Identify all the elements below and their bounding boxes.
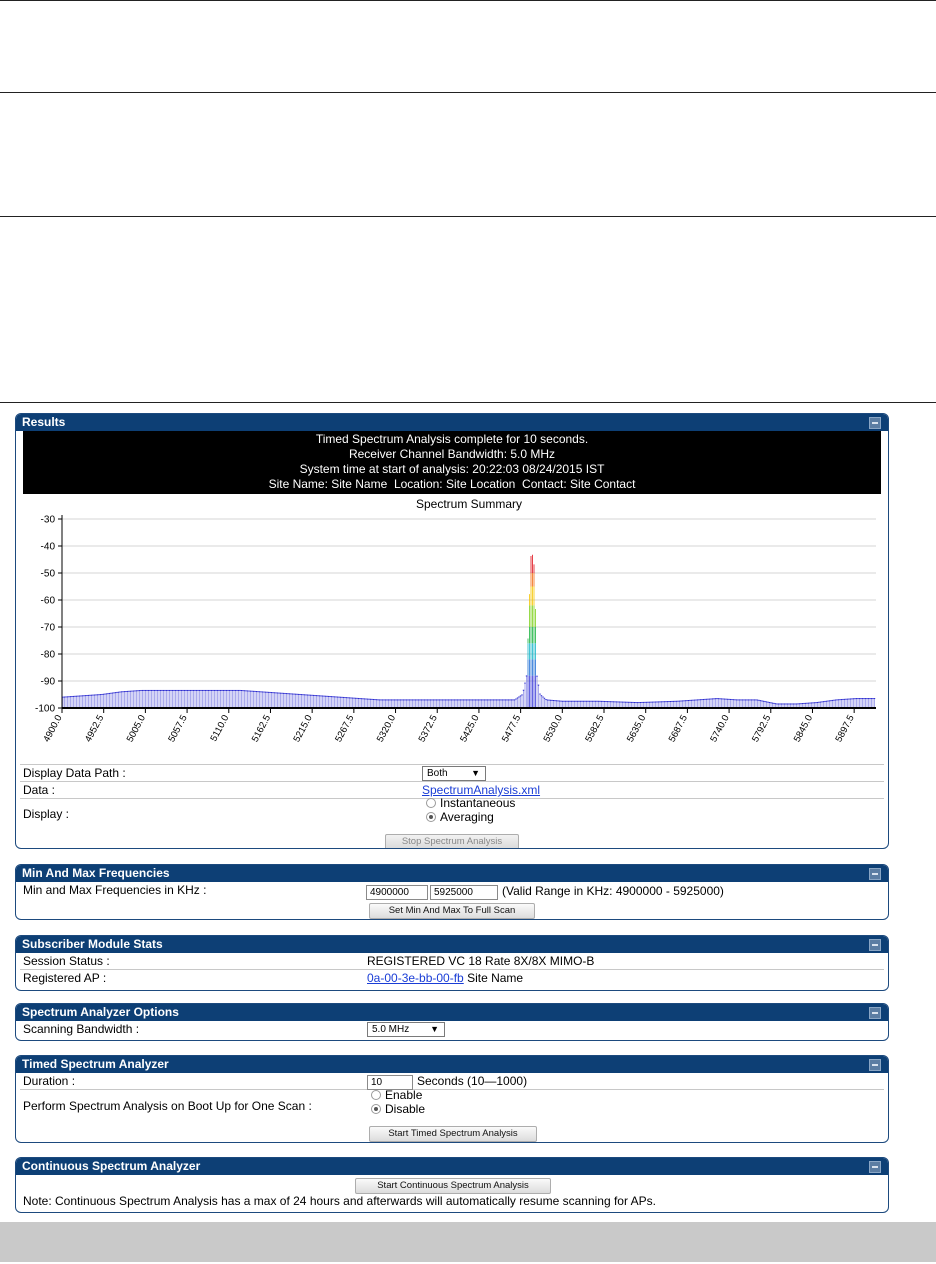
panel-title: Continuous Spectrum Analyzer [22, 1159, 201, 1173]
chart-title: Spectrum Summary [415, 497, 523, 511]
duration-suffix: Seconds (10—1000) [417, 1074, 528, 1088]
banner-line: System time at start of analysis: 20:22:03 08/24/2015 IST [299, 462, 605, 476]
y-tick-label: -60 [40, 595, 55, 607]
min-max-frequencies-panel [15, 864, 889, 920]
min-max-label: Min and Max Frequencies in KHz : [23, 883, 207, 897]
x-tick-label: 5687.5 [666, 713, 691, 745]
select-value: 5.0 MHz [372, 1024, 410, 1035]
min-frequency-input[interactable]: 4900000 [366, 885, 428, 900]
banner-line: Site Name: Site Name Location: Site Location Contact: Site Contact [268, 477, 636, 491]
panel-title: Timed Spectrum Analyzer [22, 1057, 169, 1071]
radio-instantaneous[interactable] [426, 796, 515, 810]
x-tick-label: 5792.5 [750, 713, 774, 745]
display-row [20, 796, 884, 829]
registered-ap-value [367, 970, 523, 986]
data-label: Data : [23, 783, 56, 797]
panel-header [16, 936, 888, 953]
spectrum-analyzer-options-panel [15, 1003, 889, 1041]
x-tick-label: 5530.0 [541, 713, 565, 745]
duration-row [20, 1073, 884, 1090]
radio-averaging[interactable] [426, 810, 494, 824]
registered-ap-row [20, 970, 884, 986]
display-label: Display : [23, 807, 70, 821]
minimize-icon[interactable] [869, 1059, 881, 1071]
y-tick-label: -90 [40, 676, 55, 688]
y-tick-label: -30 [40, 514, 55, 526]
start-continuous-analysis-button[interactable]: Start Continuous Spectrum Analysis [355, 1178, 551, 1194]
x-tick-label: 4900.0 [41, 713, 65, 745]
radio-label: Disable [385, 1102, 426, 1116]
x-tick-label: 5740.0 [708, 713, 732, 745]
display-data-path-row [20, 764, 884, 782]
panel-title: Subscriber Module Stats [22, 937, 163, 951]
x-tick-label: 5267.5 [333, 713, 357, 745]
session-status-label: Session Status : [23, 954, 110, 968]
rule-line [0, 402, 936, 403]
minimize-icon[interactable] [869, 1007, 881, 1019]
stop-spectrum-analysis-button[interactable]: Stop Spectrum Analysis [385, 834, 519, 849]
continuous-note: Note: Continuous Spectrum Analysis has a max of 24 hours and afterwards will automatically resume scanning for APs. [23, 1194, 656, 1208]
max-frequency-input[interactable]: 5925000 [430, 885, 498, 900]
duration-input[interactable]: 10 [367, 1075, 413, 1090]
panel-title: Spectrum Analyzer Options [22, 1005, 179, 1019]
start-timed-analysis-button[interactable]: Start Timed Spectrum Analysis [369, 1126, 537, 1142]
x-tick-label: 5845.0 [791, 713, 816, 745]
set-full-scan-button[interactable]: Set Min And Max To Full Scan [369, 903, 535, 919]
radio-selected-icon[interactable] [426, 812, 436, 822]
x-tick-label: 5057.5 [166, 713, 190, 745]
x-tick-label: 4952.5 [82, 713, 107, 745]
panel-header [16, 1004, 888, 1021]
minimize-icon[interactable] [869, 417, 881, 429]
banner-line: Timed Spectrum Analysis complete for 10 seconds. [315, 432, 589, 446]
subscriber-module-stats-panel [15, 935, 889, 991]
x-tick-label: 5897.5 [833, 713, 857, 745]
x-tick-label: 5005.0 [124, 713, 149, 745]
registered-ap-label: Registered AP : [23, 971, 107, 985]
results-panel [15, 413, 889, 849]
display-data-path-select[interactable] [422, 766, 486, 781]
radio-icon[interactable] [426, 798, 436, 808]
footer-bar [0, 1222, 936, 1262]
timed-spectrum-analyzer-panel [15, 1055, 889, 1143]
rule-line [0, 0, 936, 1]
minimize-icon[interactable] [869, 939, 881, 951]
x-tick-label: 5635.0 [624, 713, 649, 745]
panel-header [16, 1056, 888, 1073]
scanning-bandwidth-row [20, 1021, 884, 1037]
radio-icon[interactable] [371, 1090, 381, 1100]
valid-range-text: (Valid Range in KHz: 4900000 - 5925000) [502, 884, 724, 898]
y-tick-label: -70 [40, 622, 55, 634]
x-tick-label: 5320.0 [374, 713, 399, 745]
panel-header [16, 1158, 888, 1175]
ap-site-name: Site Name [463, 971, 524, 985]
spectrum-chart [18, 494, 886, 764]
radio-label: Enable [385, 1088, 423, 1102]
radio-enable[interactable] [371, 1088, 422, 1102]
radio-label: Averaging [440, 810, 494, 824]
x-tick-label: 5215.0 [291, 713, 315, 745]
y-tick-label: -50 [40, 568, 55, 580]
rule-line [0, 216, 936, 217]
panel-header [16, 414, 888, 431]
x-tick-label: 5372.5 [416, 713, 440, 745]
panel-title: Results [22, 415, 66, 429]
radio-disable[interactable] [371, 1102, 425, 1116]
radio-label: Instantaneous [440, 796, 516, 810]
y-tick-label: -100 [34, 703, 55, 715]
spectrum-xml-link[interactable]: SpectrumAnalysis.xml [422, 783, 541, 797]
continuous-spectrum-analyzer-panel [15, 1157, 889, 1213]
minimize-icon[interactable] [869, 868, 881, 880]
x-tick-label: 5110.0 [208, 713, 232, 744]
session-status-value: REGISTERED VC 18 Rate 8X/8X MIMO-B [367, 954, 595, 968]
y-tick-label: -80 [40, 649, 55, 661]
display-data-path-label: Display Data Path : [23, 766, 126, 780]
x-tick-label: 5582.5 [583, 713, 607, 745]
duration-label: Duration : [23, 1074, 76, 1088]
dropdown-arrow-icon: ▼ [471, 768, 480, 778]
scanning-bandwidth-label: Scanning Bandwidth : [23, 1022, 140, 1036]
x-tick-label: 5477.5 [499, 713, 524, 745]
select-value: Both [427, 768, 448, 779]
y-tick-label: -40 [40, 541, 55, 553]
banner-line: Receiver Channel Bandwidth: 5.0 MHz [348, 447, 556, 461]
x-tick-label: 5162.5 [249, 713, 274, 745]
minimize-icon[interactable] [869, 1161, 881, 1173]
panel-header [16, 865, 888, 882]
panel-title: Min And Max Frequencies [22, 866, 170, 880]
dropdown-arrow-icon: ▼ [430, 1024, 439, 1034]
boot-scan-row [20, 1090, 884, 1122]
session-status-row [20, 953, 884, 970]
registered-ap-link[interactable]: 0a-00-3e-bb-00-fb [367, 971, 464, 985]
scanning-bandwidth-select[interactable] [367, 1022, 445, 1037]
status-banner [23, 431, 881, 494]
x-tick-label: 5425.0 [458, 713, 482, 745]
rule-line [0, 92, 936, 93]
boot-scan-label: Perform Spectrum Analysis on Boot Up for One Scan : [23, 1099, 312, 1113]
radio-selected-icon[interactable] [371, 1104, 381, 1114]
